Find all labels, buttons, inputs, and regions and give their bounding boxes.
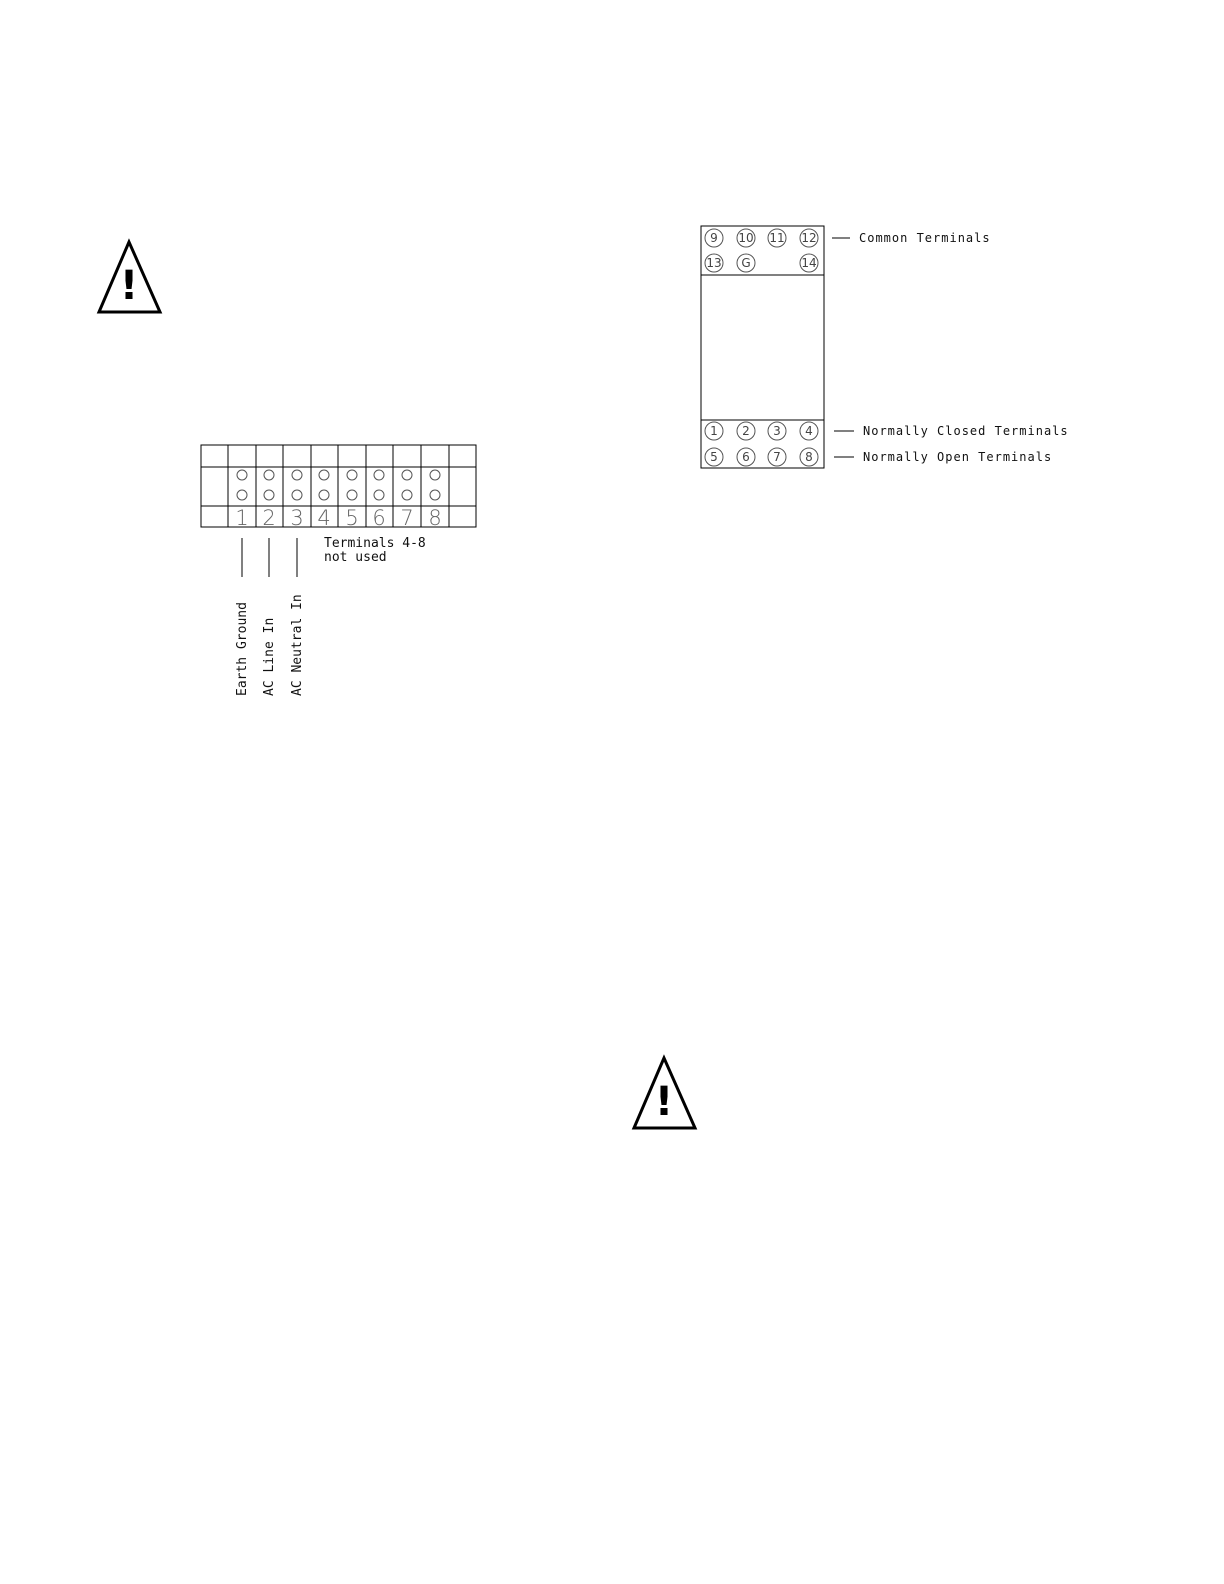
relay-terminal: 13	[706, 256, 722, 270]
terminals-not-used-note: Terminals 4-8	[324, 536, 426, 551]
relay-terminal: 4	[805, 424, 813, 438]
label-normally-closed: Normally Closed Terminals	[863, 424, 1069, 438]
wire-label-earth-ground: Earth Ground	[235, 602, 250, 696]
relay-terminal: 12	[801, 231, 817, 245]
warning-icon	[634, 1058, 695, 1128]
terminals-not-used-note: not used	[324, 550, 387, 565]
terminal-number: 5	[345, 506, 359, 530]
wire-label-ac-neutral-in: AC Neutral In	[290, 594, 305, 696]
relay-terminal: 6	[742, 450, 750, 464]
relay-terminal: 8	[805, 450, 813, 464]
relay-terminal-ground: G	[741, 256, 751, 270]
warning-icon	[99, 242, 160, 312]
relay-terminal: 10	[738, 231, 754, 245]
relay-terminal: 9	[710, 231, 718, 245]
terminal-number: 8	[428, 506, 442, 530]
label-normally-open: Normally Open Terminals	[863, 450, 1053, 464]
relay-terminal: 11	[769, 231, 785, 245]
relay-terminal: 3	[773, 424, 781, 438]
terminal-number: 3	[290, 506, 304, 530]
terminal-number: 7	[400, 506, 414, 530]
relay-terminal: 1	[710, 424, 718, 438]
relay-terminal: 7	[773, 450, 781, 464]
terminal-number: 4	[317, 506, 331, 530]
terminal-block-diagram	[201, 445, 476, 696]
terminal-number: 2	[262, 506, 276, 530]
terminal-number: 6	[372, 506, 386, 530]
terminal-dividers	[228, 445, 449, 527]
relay-terminal: 14	[801, 256, 817, 270]
relay-socket-diagram	[701, 226, 1069, 468]
exclamation-glyph: !	[654, 1079, 674, 1125]
exclamation-glyph: !	[119, 263, 139, 309]
label-common-terminals: Common Terminals	[859, 231, 991, 245]
terminal-number: 1	[235, 506, 249, 530]
wire-label-ac-line-in: AC Line In	[262, 617, 277, 696]
relay-terminal: 2	[742, 424, 750, 438]
relay-terminal: 5	[710, 450, 718, 464]
